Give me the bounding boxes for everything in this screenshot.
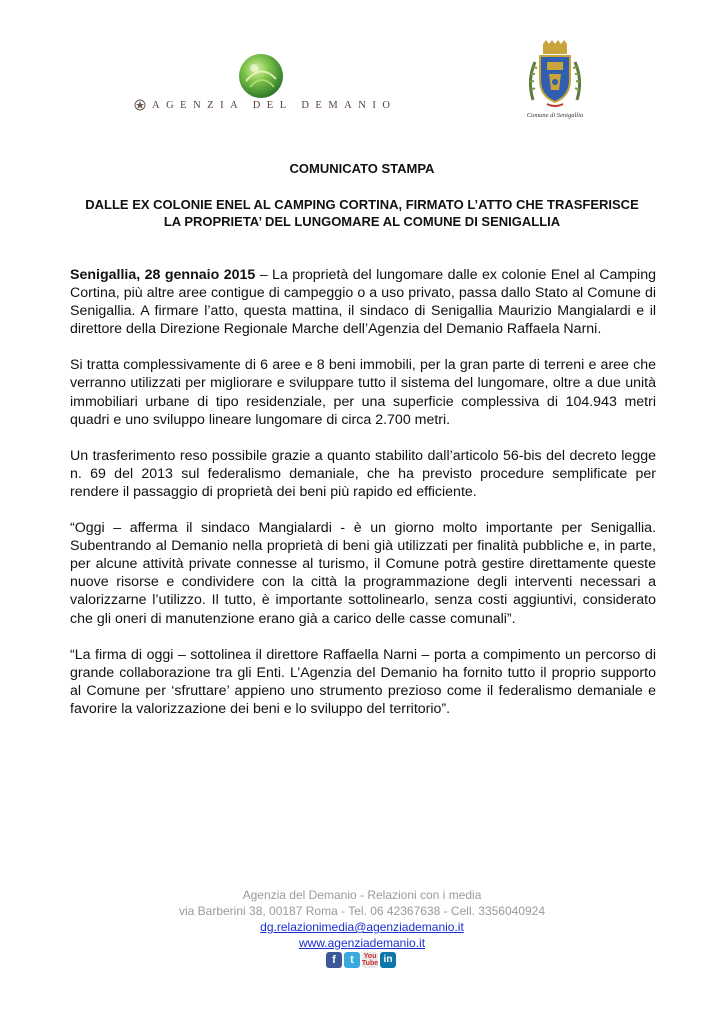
headline [60, 196, 664, 230]
footer-office: Agenzia del Demanio - Relazioni con i media [242, 888, 482, 902]
footer-address: via Barberini 38, 00187 Roma - Tel. 06 42367638 - Cell. 3356040924 [178, 904, 546, 918]
senigallia-crest-icon [525, 40, 585, 110]
agency-globe-logo [236, 51, 286, 101]
crest-caption: Comune di Senigallia [526, 112, 584, 119]
youtube-icon[interactable]: You Tube [361, 953, 379, 967]
paragraph-2: Si tratta complessivamente di 6 aree e 8 beni immobili, per la gran parte di terreni e aree che verranno utilizzati per migliorare e sviluppare tutto il sistema del lungomare, oltre a due unità immobiliari urbane di tipo residenziale, per una superficie complessiva di 104.943 metri quadri e uno sviluppo lineare lungomare di circa 2.700 metri. [70, 357, 656, 428]
linkedin-icon[interactable]: in [380, 952, 396, 968]
footer [0, 887, 724, 951]
agency-name-wordmark [134, 98, 396, 112]
paragraph-1-text: – La proprietà del lungomare dalle ex colonie Enel al Camping Cortina, più altre aree contigue di campeggio o a uso privato, passa dallo Stato al Comune di Senigallia. A firmare l’atto, questa mattina, il sindaco di Senigallia Maurizio Mangialardi e il direttore della Direzione Regionale Marche dell’Agenzia del Demanio Raffaela Narni. [70, 267, 656, 338]
headline-line-2: LA PROPRIETA’ DEL LUNGOMARE AL COMUNE DI SENIGALLIA [163, 214, 561, 229]
dateline: Senigallia, 28 gennaio 2015 [70, 267, 256, 283]
paragraph-5-director-quote: “La firma di oggi – sottolinea il direttore Raffaella Narni – porta a compimento un percorso di grande collaborazione tra gli Enti. L’Agenzia del Demanio ha fornito tutto il proprio supporto al Comune per ‘sfruttare’ appieno uno strumento prezioso come il federalismo demaniale e favorire la valorizzazione dei beni e lo sviluppo del territorio”. [70, 646, 656, 717]
footer-website-link[interactable]: www.agenziademanio.it [298, 936, 426, 950]
paragraph-4-mayor-quote: “Oggi – afferma il sindaco Mangialardi - è un giorno molto importante per Senigallia. Subentrando al Demanio nella proprietà di beni già utilizzati per finalità pubbliche e, in parte, per alcune attività private connesse al turismo, il Comune potrà gestire direttamente queste nuove risorse e condividere con la città la programmazione degli interventi necessari a valorizzarne l’utilizzo. Il tutto, è importante sottolinearlo, senza costi aggiuntivi, considerato che gli oneri di manutenzione erano già a carico delle casse comunali”. [70, 520, 656, 627]
paragraph-1 [70, 266, 656, 338]
twitter-icon[interactable]: t [344, 952, 360, 968]
body-text [70, 266, 656, 736]
agency-name-text: AGENZIA DEL DEMANIO [152, 99, 397, 111]
press-release-label: COMUNICATO STAMPA [289, 161, 435, 176]
social-icons [326, 952, 396, 968]
facebook-icon[interactable]: f [326, 952, 342, 968]
republic-emblem-icon [134, 99, 146, 111]
paragraph-3: Un trasferimento reso possibile grazie a quanto stabilito dall’articolo 56-bis del decreto legge n. 69 del 2013 sul federalismo demaniale, che ha previsto procedure semplificate per rendere il passaggio di proprietà dei beni più rapido ed efficiente. [70, 447, 656, 500]
headline-line-1: DALLE EX COLONIE ENEL AL CAMPING CORTINA, FIRMATO L’ATTO CHE TRASFERISCE [85, 197, 639, 212]
footer-email-link[interactable]: dg.relazionimedia@agenziademanio.it [260, 920, 464, 934]
